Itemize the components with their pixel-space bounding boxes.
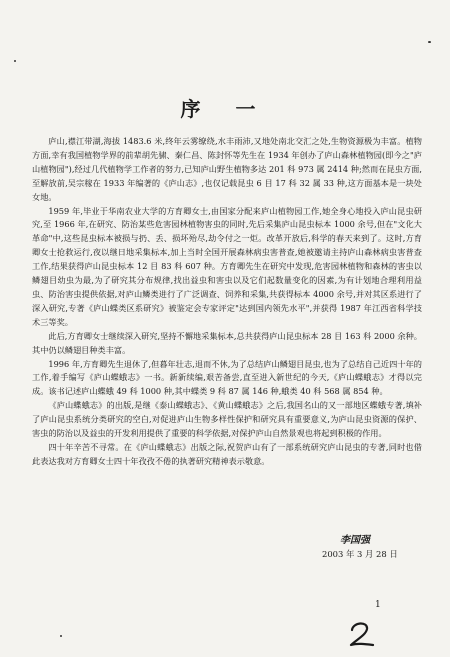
page-title: 序 一	[180, 97, 270, 121]
paragraph-3: 此后,方育卿女士继续深入研究,坚持不懈地采集标本,总共获得庐山昆虫标本 28 目 163 科 2000 余种。其中仍以鳞翅目种类丰富。	[32, 330, 422, 355]
paragraph-6: 四十年辛苦不寻常。在《庐山蝶蛾志》出版之际,祝贺庐山有了一部系统研究庐山昆虫的专著,同时也借此表达我对方育卿女士四十年孜孜不倦的执著研究精神表示敬意。	[32, 441, 422, 466]
scan-speck	[14, 60, 16, 62]
paragraph-1: 庐山,襟江带湖,海拔 1483.6 米,终年云雾缭绕,水丰雨沛,又地处南北交汇之处,生物资源极为丰富。植物方面,幸有我国植物学界的前辈胡先骕、秦仁昌、陈封怀等先生在 1934 年创办了庐山森林植物园(即今之"庐山植物园"),经过几代植物学工作者的努力,已知庐山野生植物多达 201 科 973 属 2414 种;然而在昆虫方面,至解放前,吴宗稼在 1933 年编著的《庐山志》,也仅记载昆虫 6 目 17 科 32 属 33 种,这方面基本是一块处女地。	[32, 136, 422, 202]
preface-body	[32, 135, 422, 469]
page-number: 1	[375, 600, 381, 610]
handwritten-page-mark	[346, 619, 376, 649]
paragraph-5: 《庐山蝶蛾志》的出版,是继《泰山蝶蛾志》、《黄山蝶蛾志》之后,我国名山的又一部地区蝶蛾专著,填补了庐山昆虫系统分类研究的空白,对促进庐山生物多样性保护和研究具有重要意义,为庐山昆虫资源的保护、害虫的防治以及益虫的开发利用提供了重要的科学依据,对保护庐山自然景观也将起到积极的作用。	[32, 400, 422, 439]
scan-speck	[60, 635, 62, 637]
scan-speck	[428, 41, 431, 43]
signature-date: 2003 年 3 月 28 日	[322, 549, 398, 559]
paragraph-2: 1959 年,毕业于华南农业大学的方育卿女士,由国家分配来庐山植物园工作,她全身心地投入庐山昆虫研究,至 1966 年,在研究、防治某些危害园林植物害虫的同时,先后采集庐山昆虫标本 1000 余号,但在"文化大革命"中,这些昆虫标本被损与扔、丢、损坏殆尽,劫令付之一炬。改革开放后,科学的春天来到了。这时,方育卿女士抢救运行,夜以继日地采集标本,加上当时全国开展森林病虫害普查,她被邀请主持庐山森林病虫害普查工作,结果获得庐山昆虫标本 12 目 83 科 607 种。方育卿先生在研究中发现,危害园林植物和森林的害虫以鳞翅目幼虫为最,为了研究其分布规律,找出益虫和害虫以及它们起数量变化的因素,为有计划地合理利用益虫、防治害虫提供依据,对庐山鳞类进行了广泛调查、饲养和采集,共获得标本 4000 余号,并对其区系进行了深入研究,专著《庐山蝶类区系研究》被鉴定会专家评定"达到国内领先水平",并获得 1987 年江西省科学技术三等奖。	[32, 205, 422, 327]
paragraph-4: 1996 年,方育卿先生退休了,但暮年壮志,退而不休,为了总结庐山鳞翅目昆虫,也为了总结自己近四十年的工作,着手编写《庐山蝶蛾志》一书。新新续编,艰苦备尝,直至进入新世纪的今天,《庐山蝶蛾志》才得以完成。该书记述庐山蝶蛾 49 科 1000 种,其中蝶类 9 科 87 属 146 种,蛾类 40 科 568 属 854 种。	[32, 358, 422, 397]
author-signature: 李国强	[340, 535, 370, 546]
